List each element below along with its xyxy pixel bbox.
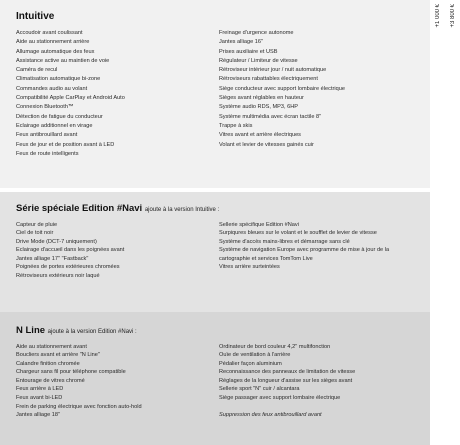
list-item: Pédalier façon aluminium — [219, 360, 282, 367]
list-item: Chargeur sans fil pour téléphone compatible — [16, 369, 126, 376]
nline-section — [0, 312, 430, 445]
list-item: Sièges avant réglables en hauteur — [219, 95, 304, 102]
navi-subtitle: ajoute à la version Intuitive : — [144, 207, 220, 213]
list-item: Jantes alliage 16'' — [219, 39, 264, 46]
list-item: Rétroviseur intérieur jour / nuit automatique — [219, 67, 327, 74]
list-item: Jantes alliage 17'' "Fastback" — [16, 255, 89, 262]
list-item: Vitres arrière surteintées — [219, 264, 280, 271]
list-item: Boucliers avant et arrière "N Line" — [16, 352, 100, 359]
nline-title — [16, 312, 422, 336]
navi-columns — [16, 221, 422, 281]
list-item: Reconnaissance des panneaux de limitation de vitesse — [219, 369, 356, 376]
list-item: Volant et levier de vitesses gainés cuir — [219, 141, 314, 148]
list-item: Climatisation automatique bi-zone — [16, 76, 101, 83]
list-item: Trappe à skis — [219, 122, 253, 129]
list-item: Système de navigation Europe avec programme de mise à jour de la cartographie et services TomTom Live — [219, 247, 390, 262]
list-item: Feux avant bi-LED — [16, 395, 63, 402]
price-column — [430, 0, 460, 75]
list-item: Drive Mode (DCT-7 uniquement) — [16, 238, 97, 245]
navi-title-text: Série spéciale Edition #Navi — [16, 203, 143, 214]
list-item: Calandre finition chromée — [16, 360, 80, 367]
intuitive-right-list — [219, 29, 422, 159]
list-item: Rétroviseurs extérieurs noir laqué — [16, 273, 100, 280]
list-item: Rétroviseurs rabattables électriquement — [219, 76, 318, 83]
list-item: Feux de jour et de position avant à LED — [16, 141, 115, 148]
intuitive-left-list — [16, 29, 219, 159]
list-item: Connexion Bluetooth™ — [16, 104, 74, 111]
list-item: Système d'accès mains-libres et démarrage sans clé — [219, 238, 350, 245]
intuitive-section — [0, 0, 430, 188]
list-item: Caméra de recul — [16, 67, 58, 74]
navi-left-list — [16, 221, 219, 281]
list-item: Surpiqures bleues sur le volant et le soufflet de levier de vitesse — [219, 230, 377, 237]
navi-section — [0, 192, 430, 320]
list-item: Réglages de la longueur d'assise sur les sièges avant — [219, 377, 353, 384]
list-item: Capteur de pluie — [16, 221, 58, 228]
list-item: Poignées de portes extérieures chromées — [16, 264, 120, 271]
list-item: Vitres avant et arrière électriques — [219, 132, 301, 139]
spacer — [219, 403, 422, 412]
list-item: Commandes audio au volant — [16, 85, 88, 92]
list-item: Feux arrière à LED — [16, 386, 64, 393]
list-item: Freinage d'urgence autonome — [219, 30, 294, 36]
list-item: Prises auxiliaire et USB — [219, 48, 278, 55]
nline-note: Suppression des feux antibrouillard avant — [219, 412, 322, 419]
nline-left-list — [16, 343, 219, 420]
list-item: Siège conducteur avec support lombaire électrique — [219, 85, 345, 92]
list-item: Feux de route intelligents — [16, 150, 79, 157]
navi-title — [16, 192, 422, 214]
price-intuitive: +1 000 € — [435, 4, 441, 28]
list-item: Aide au stationnement avant — [16, 343, 87, 350]
list-item: Assistance active au maintien de voie — [16, 57, 110, 64]
navi-right-list — [219, 221, 422, 281]
list-item: Eclairage d'accueil dans les poignées avant — [16, 247, 125, 254]
list-item: Sellerie sport "N" cuir / alcantara — [219, 386, 300, 393]
list-item: Accoudoir avant coulissant — [16, 30, 83, 36]
list-item: Jantes alliage 18'' — [16, 412, 61, 419]
list-item: Compatibilité Apple CarPlay et Android Auto — [16, 95, 125, 102]
list-item: Allumage automatique des feux — [16, 48, 95, 55]
list-item: Système multimédia avec écran tactile 8'' — [219, 113, 322, 120]
list-item: Sellerie spécifique Edition #Navi — [219, 221, 299, 228]
list-item: Système audio RDS, MP3, 6HP — [219, 104, 298, 111]
intuitive-columns — [16, 29, 422, 159]
list-item: Siège passager avec support lombaire électrique — [219, 395, 341, 402]
nline-columns — [16, 343, 422, 420]
list-item: Frein de parking électrique avec fonction auto-hold — [16, 403, 142, 410]
list-item: Régulateur / Limiteur de vitesse — [219, 57, 298, 64]
list-item: Feux antibrouillard avant — [16, 132, 78, 139]
list-item: Ciel de toit noir — [16, 230, 54, 237]
list-item: Ordinateur de bord couleur 4,2'' multifonction — [219, 343, 331, 350]
price-navi: +3 800 € — [450, 4, 456, 28]
intuitive-title: Intuitive — [16, 11, 55, 22]
list-item: Aide au stationnement arrière — [16, 39, 90, 46]
list-item: Détection de fatigue du conducteur — [16, 113, 103, 120]
nline-right-list — [219, 343, 422, 420]
list-item: Entourage de vitres chromé — [16, 377, 85, 384]
nline-title-text: N Line — [16, 325, 46, 336]
list-item: Eclairage additionnel en virage — [16, 122, 93, 129]
list-item: Ouïe de ventilation à l'arrière — [219, 352, 291, 359]
nline-subtitle: ajoute à la version Edition #Navi : — [47, 329, 137, 335]
